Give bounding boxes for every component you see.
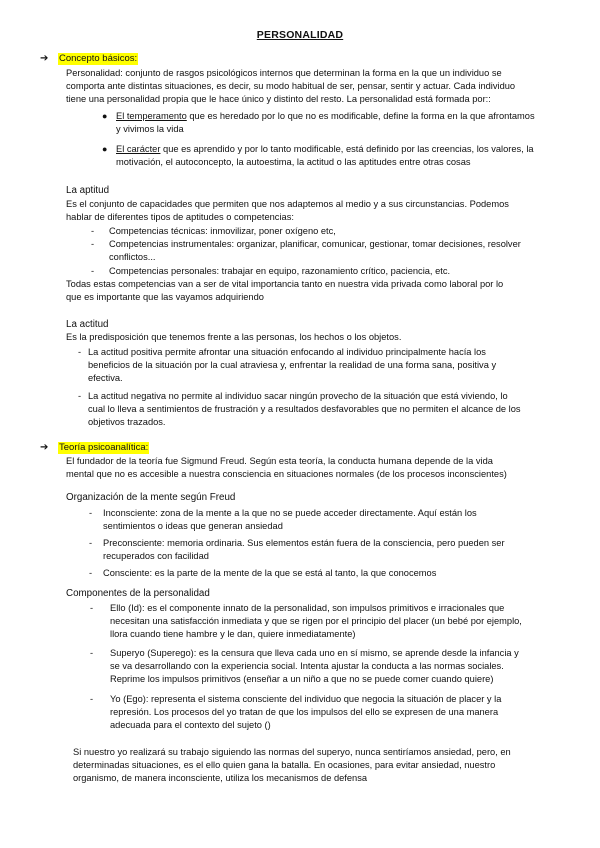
list-item-competencias-instrumentales — [91, 238, 564, 264]
text-line: Inconsciente: zona de la mente a la que no se puede acceder directamente. Aquí están los — [103, 508, 477, 518]
text-line: necesitan una satisfacción inmediata y que se rigen por el principio del placer (un bebé por ejemplo, — [110, 616, 522, 626]
closing-paragraph — [73, 746, 563, 785]
dash-marker: - — [91, 239, 95, 249]
term-temperamento: El temperamento — [116, 111, 187, 121]
text-line: organismo, de manera inconsciente, utiliza los mecanismos de defensa — [73, 773, 368, 783]
dash-marker: - — [91, 266, 95, 276]
text-line: cual lo lleva a sentimientos de frustración y a resultados desfavorables que no permiten el alcance de los — [88, 404, 521, 414]
text-line: conflictos... — [109, 252, 156, 262]
section-heading-conceptos — [40, 52, 138, 65]
dash-marker: - — [90, 648, 94, 658]
text-line: recuperados con facilidad — [103, 551, 209, 561]
bullet-temperamento — [102, 110, 560, 136]
bullet-caracter — [102, 143, 560, 169]
aptitud-closing-paragraph — [66, 278, 556, 304]
text-line: que es importante que las vayamos adquiriendo — [66, 292, 264, 302]
text-line: La actitud positiva permite afrontar una situación enfocando al individuo principalmente hacía los — [88, 347, 486, 357]
text-line: Consciente: es la parte de la mente de la que se está al tanto, la que conocemos — [103, 568, 437, 578]
section-heading-teoria — [40, 441, 149, 454]
dash-marker: - — [91, 226, 95, 236]
subheading-organizacion: Organización de la mente según Freud — [66, 492, 236, 503]
text-line: llora cuando tiene hambre y le dan, quiere inmediatamente) — [110, 629, 356, 639]
subheading-componentes: Componentes de la personalidad — [66, 588, 210, 599]
list-item-actitud-negativa — [78, 390, 566, 429]
subheading-actitud: La actitud — [66, 319, 109, 330]
dash-marker: - — [89, 568, 93, 578]
arrow-right-icon: ➔ — [40, 442, 49, 453]
dash-marker: - — [89, 538, 93, 548]
text-line: Es el conjunto de capacidades que permiten que nos adaptemos al medio y a sus circunstancias. Podemos — [66, 199, 509, 209]
text-line: Yo (Ego): representa el sistema consciente del individuo que negocia la situación de placer y la — [110, 694, 502, 704]
intro-paragraph — [66, 67, 556, 106]
text-line: y vivimos la vida — [116, 124, 184, 134]
list-item-superyo — [90, 647, 580, 686]
text-line: determinadas situaciones, es el ello quien gana la batalla. En ocasiones, para evitar ansiedad, nuestro — [73, 760, 496, 770]
text-line: se va desarrollando con la experiencia social. Intenta ajustar la conducta a las normas sociales. — [110, 661, 504, 671]
text-segment: que es aprendido y por lo tanto modificable, está definido por las creencias, los valores, la — [160, 144, 534, 154]
text-line: represión. Los procesos del yo tratan de que los impulsos del ello se expresen de una manera — [110, 707, 499, 717]
bullet-dot-icon: ● — [102, 144, 108, 154]
text-line: Competencias personales: trabajar en equipo, razonamiento crítico, paciencia, etc. — [109, 266, 451, 276]
text-line: Todas estas competencias van a ser de vital importancia tanto en nuestra vida privada como laboral por lo — [66, 279, 504, 289]
text-line: objetivos trazados. — [88, 417, 166, 427]
list-item-yo — [90, 693, 580, 732]
dash-marker: - — [78, 391, 82, 401]
aptitud-paragraph — [66, 198, 556, 224]
section-heading-label: Teoría psicoanalítica: — [59, 441, 149, 453]
text-line: Competencias instrumentales: organizar, planificar, comunicar, gestionar, tomar decisiones, resolver — [109, 239, 521, 249]
text-line: La actitud negativa no permite al individuo sacar ningún provecho de la situación que está viviendo, lo — [88, 391, 508, 401]
text-line: efectiva. — [88, 373, 123, 383]
text-line: sentimientos o ideas que generan ansiedad — [103, 521, 283, 531]
dash-marker: - — [90, 694, 94, 704]
section-heading-label: Concepto básicos: — [59, 52, 138, 64]
text-line: motivación, el autoconcepto, la autoestima, la actitud o las aptitudes entre otras cosas — [116, 157, 471, 167]
text-line: Personalidad: conjunto de rasgos psicológicos internos que determinan la forma en la que un individuo se — [66, 68, 502, 78]
text-line: Si nuestro yo realizará su trabajo siguiendo las normas del superyo, nunca sentiríamos ansiedad, pero, en — [73, 747, 511, 757]
text-line: Competencias técnicas: inmovilizar, poner oxígeno etc, — [109, 226, 336, 236]
list-item-actitud-positiva — [78, 346, 558, 385]
text-line: tiene una personalidad propia que le hace único y distinto del resto. La personalidad está formada por:: — [66, 94, 491, 104]
subheading-aptitud: La aptitud — [66, 185, 110, 196]
list-item-competencias-tecnicas — [91, 225, 579, 238]
list-item-ello — [90, 602, 580, 641]
arrow-right-icon: ➔ — [40, 53, 49, 64]
text-line: adecuada para el contexto del sujeto () — [110, 720, 271, 730]
list-item-competencias-personales — [91, 265, 579, 278]
dash-marker: - — [78, 347, 82, 357]
freud-intro-paragraph — [66, 455, 556, 481]
list-item-preconsciente — [89, 537, 573, 563]
bullet-dot-icon: ● — [102, 111, 108, 121]
text-line: beneficios de la situación por la cual atraviesa y, enfrentar la realidad de una forma sana, positiva y — [88, 360, 497, 370]
text-line: Superyo (Superego): es la censura que lleva cada uno en sí mismo, se aprende desde la infancia y — [110, 648, 519, 658]
text-line: Preconsciente: memoria ordinaria. Sus elementos están fuera de la consciencia, pero pueden ser — [103, 538, 505, 548]
text-line: Reprime los impulsos primitivos (enseñar a un niño a que no se puede comer cuando quiere) — [110, 674, 494, 684]
text-line: Ello (Id): es el componente innato de la personalidad, son impulsos primitivos e irracionales que — [110, 603, 505, 613]
list-item-consciente — [89, 567, 573, 580]
text-segment: que es heredado por lo que no es modificable, define la forma en la que afrontamos — [186, 111, 535, 121]
text-line: El fundador de la teoría fue Sigmund Freud. Según esta teoría, la conducta humana depende de la vida — [66, 456, 493, 466]
text-line: hablar de diferentes tipos de aptitudes o competencias: — [66, 212, 294, 222]
text-line: mental que no es accesible a nuestra consciencia en situaciones normales (de los procesos inconscientes) — [66, 469, 507, 479]
list-item-inconsciente — [89, 507, 573, 533]
term-caracter: El carácter — [116, 144, 161, 154]
text-line: comporta ante distintas situaciones, es decir, su modo habitual de ser, pensar, sentir y actuar. Cada individuo — [66, 81, 516, 91]
dash-marker: - — [89, 508, 93, 518]
actitud-line: Es la predisposición que tenemos frente a las personas, los hechos o los objetos. — [66, 332, 402, 342]
page-title: PERSONALIDAD — [256, 29, 344, 41]
dash-marker: - — [90, 603, 94, 613]
